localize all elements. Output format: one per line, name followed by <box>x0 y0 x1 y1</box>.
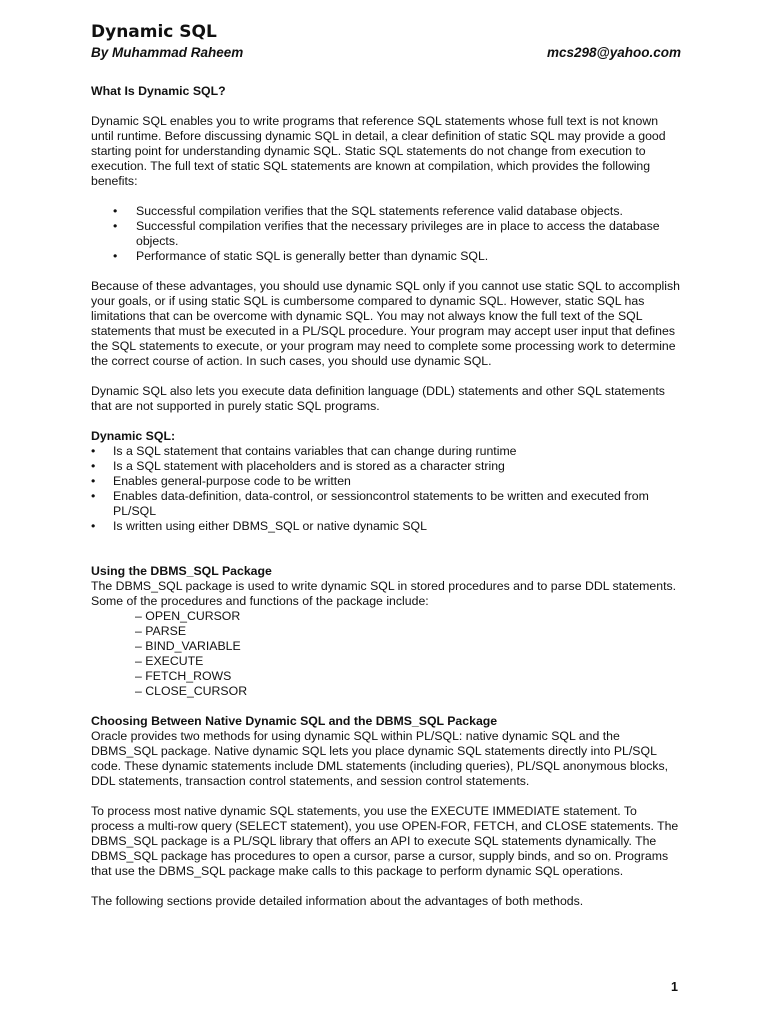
paragraph: Dynamic SQL enables you to write programs that reference SQL statements whose full text is not known until runtime. Before discussing dynamic SQL in detail, a clear definition of static SQL may provide a good starting point for understanding dynamic SQL. Static SQL statements do not change from execution to execution. The full text of static SQL statements are known at compilation, which provides the following benefits: <box>91 114 666 188</box>
paragraph: Because of these advantages, you should use dynamic SQL only if you cannot use static SQL to accomplish your goals, or if using static SQL is cumbersome compared to dynamic SQL. However, static SQL has limitations that can be overcome with dynamic SQL. You may not always know the full text of the SQL statements that must be executed in a PL/SQL procedure. Your program may accept user input that defines the SQL statements to execute, or your program may need to complete some processing work to determine the correct course of action. In such cases, you should use dynamic SQL. <box>91 279 680 368</box>
list-item: • Successful compilation verifies that the necessary privileges are in place to access the database objects. <box>91 219 681 249</box>
author-name: By Muhammad Raheem <box>91 45 244 60</box>
paragraph: The following sections provide detailed information about the advantages of both methods. <box>91 894 584 908</box>
document-title: Dynamic SQL <box>91 22 217 42</box>
list-item: – FETCH_ROWS <box>135 669 232 683</box>
list-item: • Successful compilation verifies that the SQL statements reference valid database objects. <box>91 204 681 219</box>
list-item: • Enables data-definition, data-control, or sessioncontrol statements to be written and executed from PL/SQL <box>91 489 681 519</box>
section-heading-what-is: What Is Dynamic SQL? <box>91 84 226 98</box>
paragraph: Some of the procedures and functions of the package include: <box>91 594 429 608</box>
page-number: 1 <box>671 980 678 994</box>
byline <box>91 44 681 62</box>
section-heading-dbms-sql: Using the DBMS_SQL Package <box>91 564 272 578</box>
procedure-list <box>91 609 681 699</box>
list-item: • Is a SQL statement with placeholders and is stored as a character string <box>91 459 681 474</box>
list-item: • Enables general-purpose code to be written <box>91 474 681 489</box>
dynamic-sql-list <box>91 444 681 534</box>
paragraph: The DBMS_SQL package is used to write dynamic SQL in stored procedures and to parse DDL statements. <box>91 579 677 593</box>
benefits-list <box>91 204 681 264</box>
list-item: • Performance of static SQL is generally better than dynamic SQL. <box>91 249 681 264</box>
paragraph: Oracle provides two methods for using dynamic SQL within PL/SQL: native dynamic SQL and the DBMS_SQL package. Native dynamic SQL lets you place dynamic SQL statements directly into PL/SQL code. These dynamic statements include DML statements (including queries), PL/SQL anonymous blocks, DDL statements, transaction control statements, and session control statements. <box>91 729 669 788</box>
document-page <box>91 20 681 909</box>
section-heading-dynamic-sql: Dynamic SQL: <box>91 429 176 443</box>
author-email: mcs298@yahoo.com <box>547 45 681 60</box>
list-item: • Is written using either DBMS_SQL or native dynamic SQL <box>91 519 681 534</box>
list-item: – BIND_VARIABLE <box>135 639 241 653</box>
paragraph: Dynamic SQL also lets you execute data definition language (DDL) statements and other SQL statements that are not supported in purely static SQL programs. <box>91 384 665 413</box>
list-item: • Is a SQL statement that contains variables that can change during runtime <box>91 444 681 459</box>
section-heading-choosing: Choosing Between Native Dynamic SQL and the DBMS_SQL Package <box>91 714 498 728</box>
list-item: – EXECUTE <box>135 654 204 668</box>
list-item: – CLOSE_CURSOR <box>135 684 248 698</box>
list-item: – PARSE <box>135 624 187 638</box>
list-item: – OPEN_CURSOR <box>135 609 241 623</box>
paragraph: To process most native dynamic SQL statements, you use the EXECUTE IMMEDIATE statement. To process a multi-row query (SELECT statement), you use OPEN-FOR, FETCH, and CLOSE statements. The DBMS_SQL package is a PL/SQL library that offers an API to execute SQL statements dynamically. The DBMS_SQL package has procedures to open a cursor, parse a cursor, supply binds, and so on. Programs that use the DBMS_SQL package make calls to this package to perform dynamic SQL operations. <box>91 804 679 878</box>
